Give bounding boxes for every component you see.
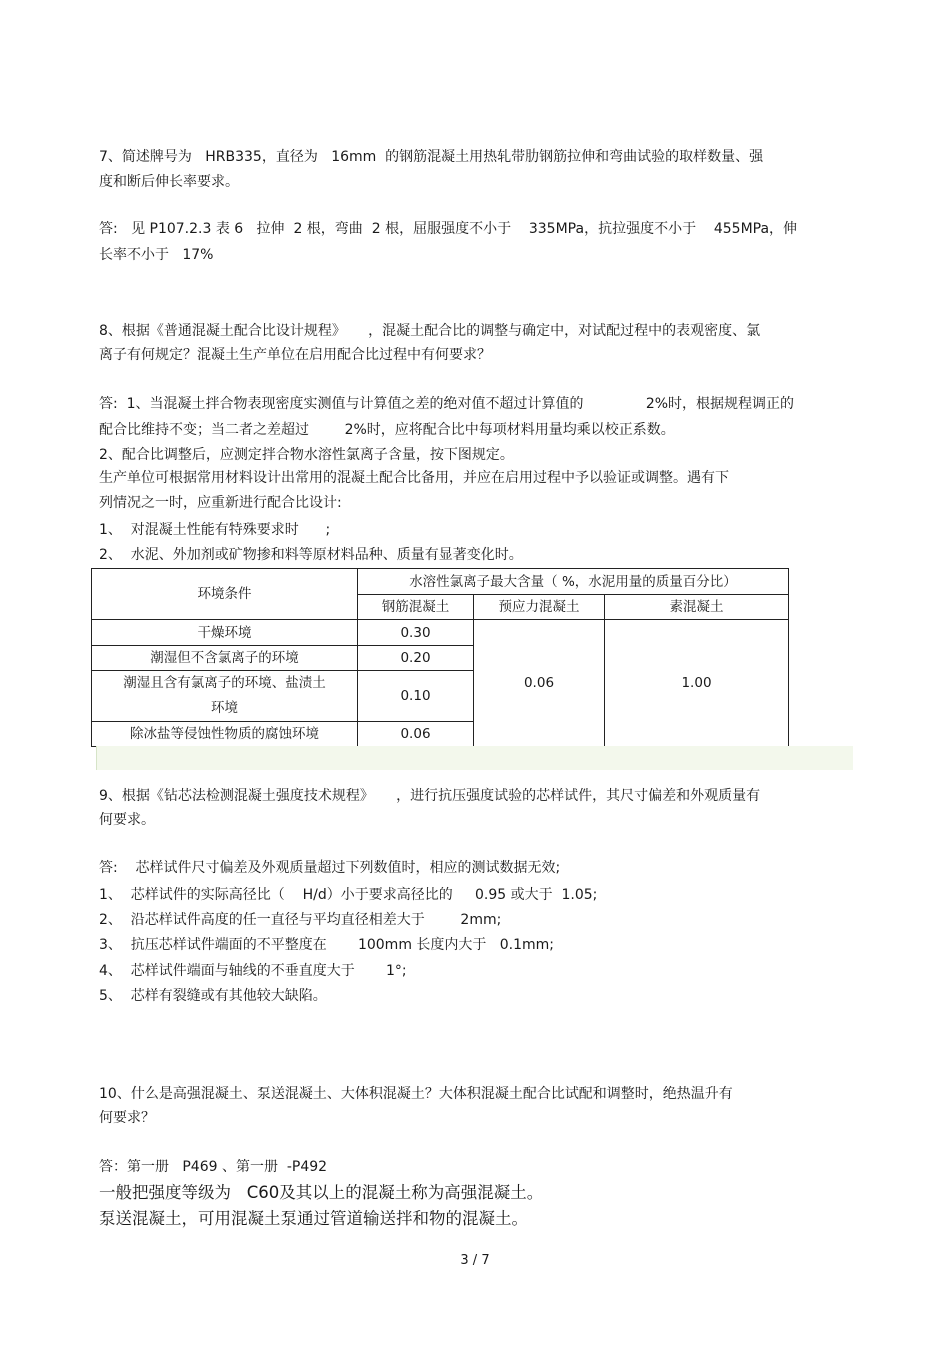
prestressed-value: 0.06 — [474, 620, 605, 747]
reinforced-value: 0.30 — [358, 620, 474, 646]
q7-line-2: 度和断后伸长率要求。 — [99, 174, 239, 190]
q8-answer-line-7: 2、 水泥、外加剂或矿物掺和料等原材料品种、质量有显著变化时。 — [99, 547, 523, 563]
q10-answer-line-3: 泵送混凝土，可用混凝土泵通过管道输送拌和物的混凝土。 — [99, 1209, 528, 1228]
env-cell: 干燥环境 — [92, 620, 358, 646]
q9-line-1: 9、根据《钻芯法检测混凝土强度技术规程》 ，进行抗压强度试验的芯样试件，其尺寸偏差和外观质量有 — [99, 788, 761, 804]
q10-line-1: 10、什么是高强混凝土、泵送混凝土、大体积混凝土？大体积混凝土配合比试配和调整时，绝热温升有 — [99, 1086, 733, 1102]
table-row — [92, 620, 789, 646]
highlight-bar — [96, 746, 853, 770]
q10-answer-line-2: 一般把强度等级为 C60及其以上的混凝土称为高强混凝土。 — [99, 1183, 544, 1202]
page-number: 3 / 7 — [460, 1253, 490, 1268]
env-cell — [92, 671, 358, 722]
q7-answer-line-1: 答: 见 P107.2.3 表 6 拉伸 2 根，弯曲 2 根，屈服强度不小于 335MPa，抗拉强度不小于 455MPa，伸 — [99, 221, 798, 237]
env-cell-line: 环境 — [211, 700, 238, 716]
q8-answer-line-3: 2、配合比调整后，应测定拌合物水溶性氯离子含量，按下图规定。 — [99, 447, 514, 463]
col-header-plain: 素混凝土 — [605, 595, 789, 620]
env-cell: 潮湿但不含氯离子的环境 — [92, 646, 358, 671]
q8-answer-line-4: 生产单位可根据常用材料设计出常用的混凝土配合比备用，并应在启用过程中予以验证或调整。遇有下 — [99, 470, 729, 486]
q9-answer-line-5: 5、 芯样有裂缝或有其他较大缺陷。 — [99, 988, 327, 1004]
q8-answer-line-2: 配合比维持不变；当二者之差超过 2%时，应将配合比中每项材料用量均乘以校正系数。 — [99, 422, 675, 438]
q9-answer-line-4: 4、 芯样试件端面与轴线的不垂直度大于 1°; — [99, 963, 407, 979]
q8-answer-line-5: 列情况之一时，应重新进行配合比设计: — [99, 495, 342, 511]
q10-line-2: 何要求？ — [99, 1110, 155, 1126]
reinforced-value: 0.06 — [358, 722, 474, 747]
q7-answer-line-2: 长率不小于 17% — [99, 247, 214, 263]
reinforced-value: 0.10 — [358, 671, 474, 722]
q8-line-1: 8、根据《普通混凝土配合比设计规程》 ，混凝土配合比的调整与确定中，对试配过程中的表观密度、氯 — [99, 323, 761, 339]
q9-answer-line-1: 1、 芯样试件的实际高径比（ H/d）小于要求高径比的 0.95 或大于 1.05; — [99, 887, 598, 903]
col-header-prestressed: 预应力混凝土 — [474, 595, 605, 620]
q9-answer-line-3: 3、 抗压芯样试件端面的不平整度在 100mm 长度内大于 0.1mm; — [99, 937, 555, 953]
env-cell: 除冰盐等侵蚀性物质的腐蚀环境 — [92, 722, 358, 747]
q9-answer-line-0: 答: 芯样试件尺寸偏差及外观质量超过下列数值时，相应的测试数据无效; — [99, 860, 561, 876]
q9-line-2: 何要求。 — [99, 812, 155, 828]
chloride-group-header: 水溶性氯离子最大含量（ %，水泥用量的质量百分比） — [358, 569, 789, 595]
q9-answer-line-2: 2、 沿芯样试件高度的任一直径与平均直径相差大于 2mm; — [99, 912, 502, 928]
plain-value: 1.00 — [605, 620, 789, 747]
env-cell-line: 潮湿且含有氯离子的环境、盐渍土 — [123, 675, 326, 691]
reinforced-value: 0.20 — [358, 646, 474, 671]
col-header-reinforced: 钢筋混凝土 — [358, 595, 474, 620]
env-condition-header: 环境条件 — [92, 569, 358, 620]
q7-line-1: 7、简述牌号为 HRB335，直径为 16mm 的钢筋混凝土用热轧带肋钢筋拉伸和弯曲试验的取样数量、强 — [99, 149, 764, 165]
q10-answer-line-1: 答：第一册 P469 、第一册 -P492 — [99, 1159, 328, 1175]
q8-answer-line-1: 答: 1、当混凝土拌合物表现密度实测值与计算值之差的绝对值不超过计算值的 2%时，根据规程调正的 — [99, 396, 795, 412]
chloride-limit-table — [91, 568, 789, 747]
q8-answer-line-6: 1、 对混凝土性能有特殊要求时 ; — [99, 522, 331, 538]
q8-line-2: 离子有何规定？混凝土生产单位在启用配合比过程中有何要求？ — [99, 347, 491, 363]
